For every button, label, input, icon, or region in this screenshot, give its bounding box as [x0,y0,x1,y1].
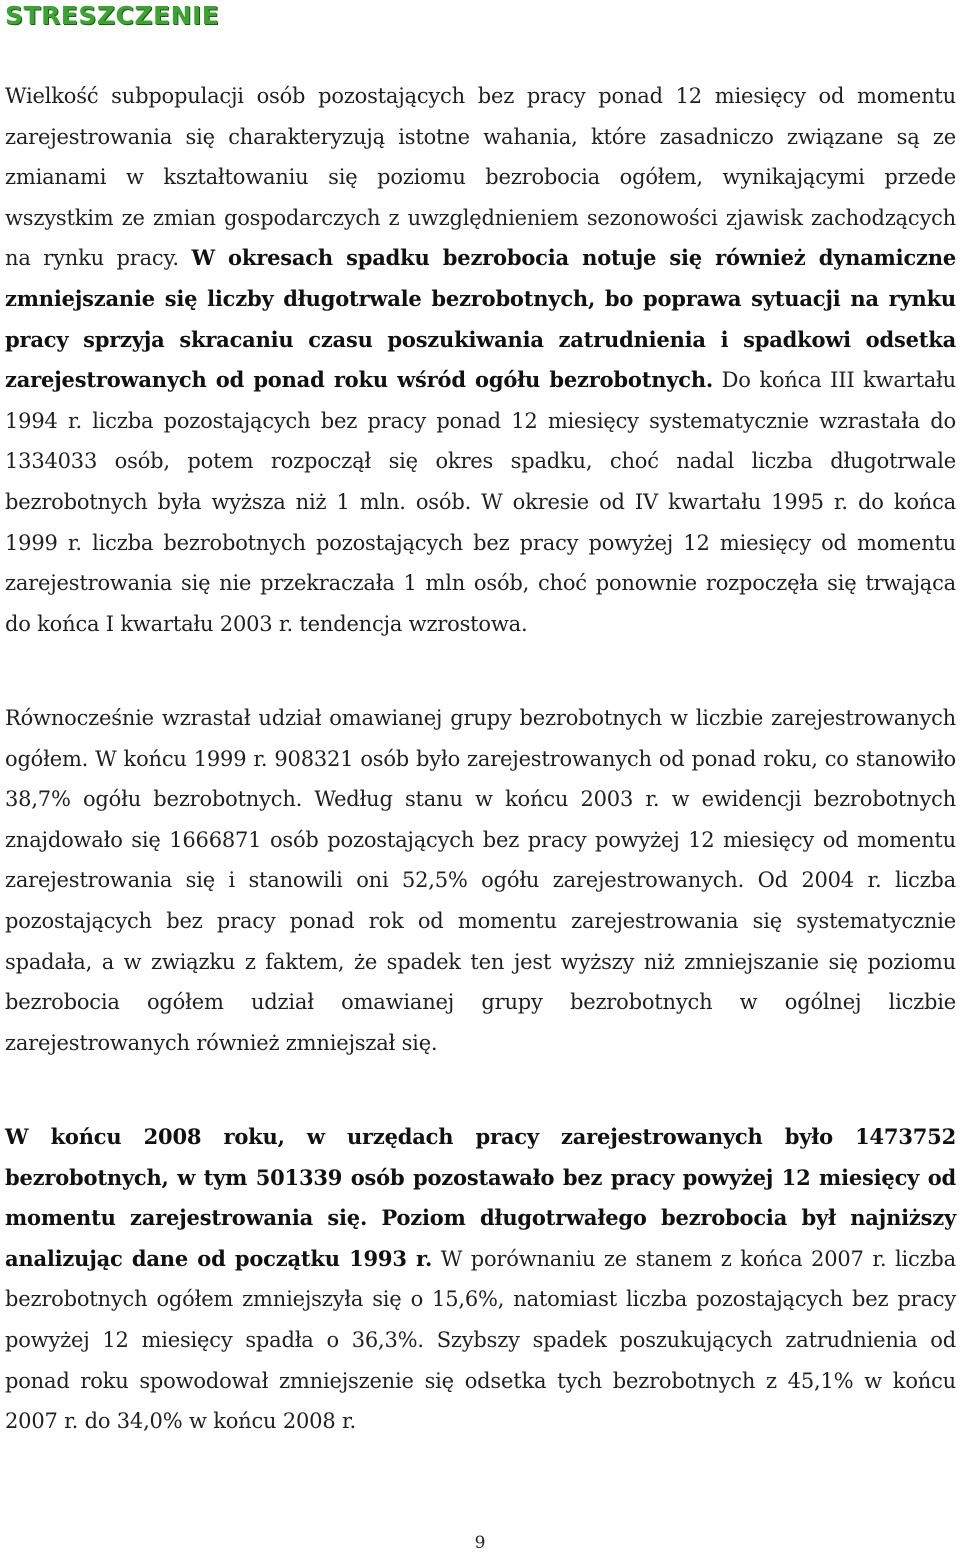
paragraph-intro-emphasis: W okresach spadku bezrobocia notuje się również dynamiczne zmniejszanie się liczby długotrwale bezrobotnych, bo poprawa sytuacji na rynku pracy sprzyja skracaniu czasu poszukiwania zatrudnienia i spadkowi odsetka zarejestrowanych od ponad roku wśród ogółu bezrobotnych. [5,245,956,393]
paragraph-intro [5,76,956,644]
paragraph-intro-text-continued: Do końca III kwartału 1994 r. liczba pozostających bez pracy ponad 12 miesięcy systematycznie wzrastała do 1334033 osób, potem rozpoczął się okres spadku, choć nadal liczba długotrwale bezrobotnych była wyższa niż 1 mln. osób. W okresie od IV kwartału 1995 r. do końca 1999 r. liczba bezrobotnych pozostających bez pracy powyżej 12 miesięcy od momentu zarejestrowania się nie przekraczała 1 mln osób, choć ponownie rozpoczęła się trwająca do końca I kwartału 2003 r. tendencja wzrostowa. [5,368,956,636]
paragraph-share: Równocześnie wzrastał udział omawianej grupy bezrobotnych w liczbie zarejestrowanych ogółem. W końcu 1999 r. 908321 osób było zarejestrowanych od ponad roku, co stanowiło 38,7% ogółu bezrobotnych. Według stanu w końcu 2003 r. w ewidencji bezrobotnych znajdowało się 1666871 osób pozostających bez pracy powyżej 12 miesięcy od momentu zarejestrowania się i stanowili oni 52,5% ogółu zarejestrowanych. Od 2004 r. liczba pozostających bez pracy ponad rok od momentu zarejestrowania się systematycznie spadała, a w związku z faktem, że spadek ten jest wyższy niż zmniejszanie się poziomu bezrobocia ogółem udział omawianej grupy bezrobotnych w ogólnej liczbie zarejestrowanych również zmniejszał się. [5,706,956,1055]
section-heading: STRESZCZENIE [5,1,220,30]
paragraph-2008-emphasis: W końcu 2008 roku, w urzędach pracy zarejestrowanych było 1473752 bezrobotnych, w tym 501339 osób pozostawało bez pracy powyżej 12 miesięcy od momentu zarejestrowania się. Poziom długotrwałego bezrobocia był najniższy analizując dane od początku 1993 r. [5,1124,956,1271]
paragraph-2008-text: W porównaniu ze stanem z końca 2007 r. liczba bezrobotnych ogółem zmniejszyła się o 15,6%, natomiast liczba pozostających bez pracy powyżej 12 miesięcy spadła o 36,3%. Szybszy spadek poszukujących zatrudnienia od ponad roku spowodował zmniejszenie się odsetka tych bezrobotnych z 45,1% w końcu 2007 r. do 34,0% w końcu 2008 r. [5,1246,956,1434]
paragraph-intro-text: Wielkość subpopulacji osób pozostających bez pracy ponad 12 miesięcy od momentu zarejestrowania się charakteryzują istotne wahania, które zasadniczo związane są ze zmianami w kształtowaniu się poziomu bezrobocia ogółem, wynikającymi przede wszystkim ze zmian gospodarczych z uwzględnieniem sezonowości zjawisk zachodzących na rynku pracy. [5,84,956,271]
page-number: 9 [474,1533,486,1553]
paragraph-2008 [5,1117,956,1442]
